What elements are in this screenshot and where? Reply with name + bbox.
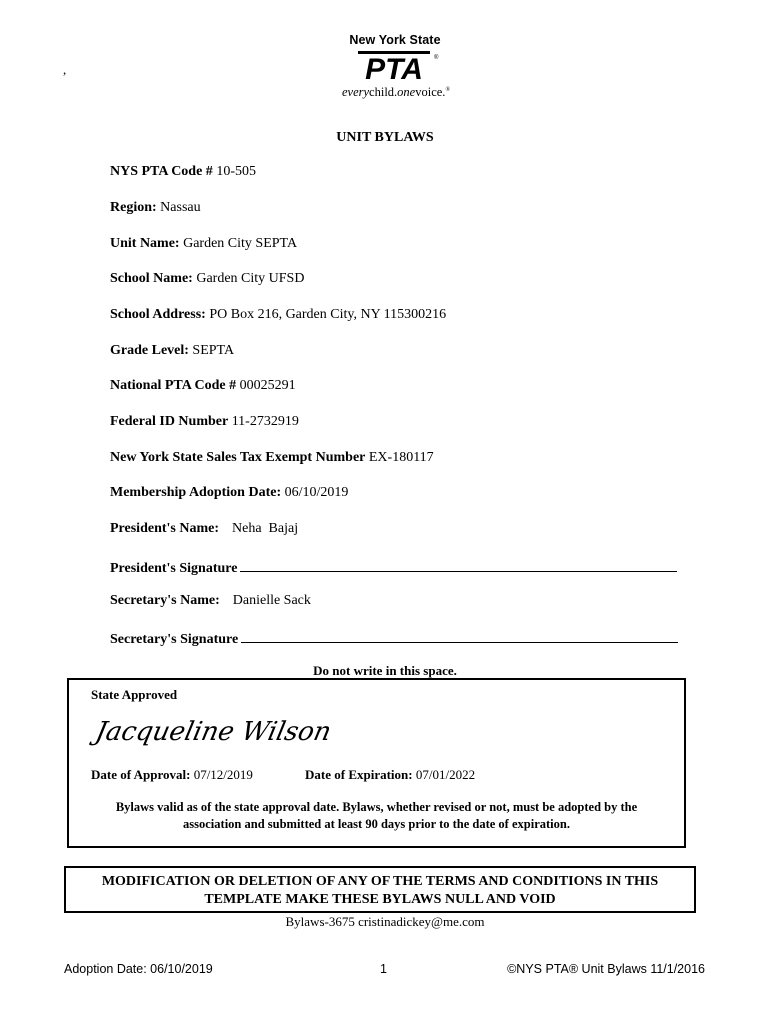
registered-mark: ® bbox=[434, 55, 439, 61]
bylaws-reference: Bylaws-3675 cristinadickey@me.com bbox=[285, 914, 485, 929]
approval-signature bbox=[92, 708, 334, 756]
field-value: PO Box 216, Garden City, NY 115300216 bbox=[209, 307, 447, 322]
document-title: UNIT BYLAWS bbox=[336, 130, 434, 145]
logo-tagline bbox=[332, 85, 460, 100]
field-unit-name bbox=[110, 236, 297, 252]
field-value: Garden City SEPTA bbox=[183, 236, 298, 251]
tagline-voice: voice. bbox=[415, 85, 446, 99]
approval-label: Date of Approval: bbox=[91, 767, 191, 782]
field-label: Secretary's Name: bbox=[110, 593, 220, 608]
field-value: Garden City UFSD bbox=[196, 271, 305, 286]
field-membership-adoption-date bbox=[110, 485, 348, 501]
pta-brand-text: PTA bbox=[365, 53, 423, 86]
tagline-every: every bbox=[341, 85, 370, 99]
field-federal-id bbox=[110, 414, 299, 430]
stray-mark: , bbox=[63, 62, 67, 77]
warning-line-2: TEMPLATE MAKE THESE BYLAWS NULL AND VOID bbox=[204, 892, 556, 907]
expiration-value: 07/01/2022 bbox=[415, 767, 476, 782]
field-value: Neha Bajaj bbox=[232, 521, 299, 536]
field-secretary-name bbox=[110, 593, 311, 609]
tagline-child: child. bbox=[369, 85, 398, 99]
field-value: 00025291 bbox=[239, 378, 296, 393]
approval-value: 07/12/2019 bbox=[193, 767, 253, 782]
state-approved-label: State Approved bbox=[91, 687, 178, 702]
field-label: President's Name: bbox=[110, 521, 219, 536]
field-school-address bbox=[110, 307, 446, 323]
field-school-name bbox=[110, 271, 304, 287]
footer-copyright: ©NYS PTA® Unit Bylaws 11/1/2016 bbox=[507, 962, 705, 976]
field-label: NYS PTA Code # bbox=[110, 164, 213, 179]
validity-statement bbox=[79, 799, 674, 833]
field-label: Membership Adoption Date: bbox=[110, 485, 282, 500]
date-of-expiration bbox=[305, 767, 475, 783]
field-label: School Address: bbox=[110, 307, 206, 322]
modification-warning-box bbox=[64, 866, 696, 913]
field-value: SEPTA bbox=[192, 343, 235, 358]
field-nys-pta-code bbox=[110, 164, 256, 180]
field-president-signature bbox=[110, 557, 677, 577]
date-of-approval bbox=[91, 767, 253, 783]
field-label: Unit Name: bbox=[110, 236, 180, 251]
field-value: EX-180117 bbox=[368, 450, 434, 465]
signature-text: Jacqueline Wilson bbox=[92, 717, 334, 747]
field-label: Federal ID Number bbox=[110, 414, 229, 429]
president-signature-line[interactable] bbox=[240, 557, 677, 572]
footer-page-number: 1 bbox=[380, 962, 387, 976]
nys-pta-logo bbox=[330, 33, 460, 103]
field-label: President's Signature bbox=[110, 561, 238, 576]
field-label: New York State Sales Tax Exempt Number bbox=[110, 450, 366, 465]
field-label: National PTA Code # bbox=[110, 378, 237, 393]
field-label: Region: bbox=[110, 200, 157, 215]
field-value: 10-505 bbox=[216, 164, 256, 179]
validity-line-1: Bylaws valid as of the state approval date. Bylaws, whether revised or not, must be adopted by the bbox=[115, 800, 638, 814]
state-approval-box bbox=[67, 678, 686, 848]
field-value: 11-2732919 bbox=[231, 414, 299, 429]
field-national-pta-code bbox=[110, 378, 296, 394]
field-value: Nassau bbox=[160, 200, 201, 215]
field-region bbox=[110, 200, 201, 216]
field-value: Danielle Sack bbox=[232, 593, 311, 608]
secretary-signature-line[interactable] bbox=[241, 628, 678, 643]
tagline-one: one bbox=[397, 85, 416, 99]
field-secretary-signature bbox=[110, 628, 678, 648]
field-president-name bbox=[110, 521, 298, 537]
tagline-registered-mark: ® bbox=[445, 86, 450, 93]
expiration-label: Date of Expiration: bbox=[305, 767, 413, 782]
do-not-write-notice: Do not write in this space. bbox=[313, 663, 457, 678]
validity-line-2: association and submitted at least 90 days prior to the date of expiration. bbox=[183, 817, 570, 831]
field-value: 06/10/2019 bbox=[284, 485, 349, 500]
field-label: Secretary's Signature bbox=[110, 632, 239, 647]
field-label: School Name: bbox=[110, 271, 193, 286]
field-sales-tax-exempt bbox=[110, 450, 434, 466]
footer-adoption-date: Adoption Date: 06/10/2019 bbox=[64, 962, 213, 976]
field-label: Grade Level: bbox=[110, 343, 189, 358]
pta-logo-mark bbox=[344, 48, 444, 86]
warning-line-1: MODIFICATION OR DELETION OF ANY OF THE TERMS AND CONDITIONS IN THIS bbox=[101, 874, 659, 889]
field-grade-level bbox=[110, 343, 234, 359]
logo-state-name: New York State bbox=[349, 33, 441, 47]
